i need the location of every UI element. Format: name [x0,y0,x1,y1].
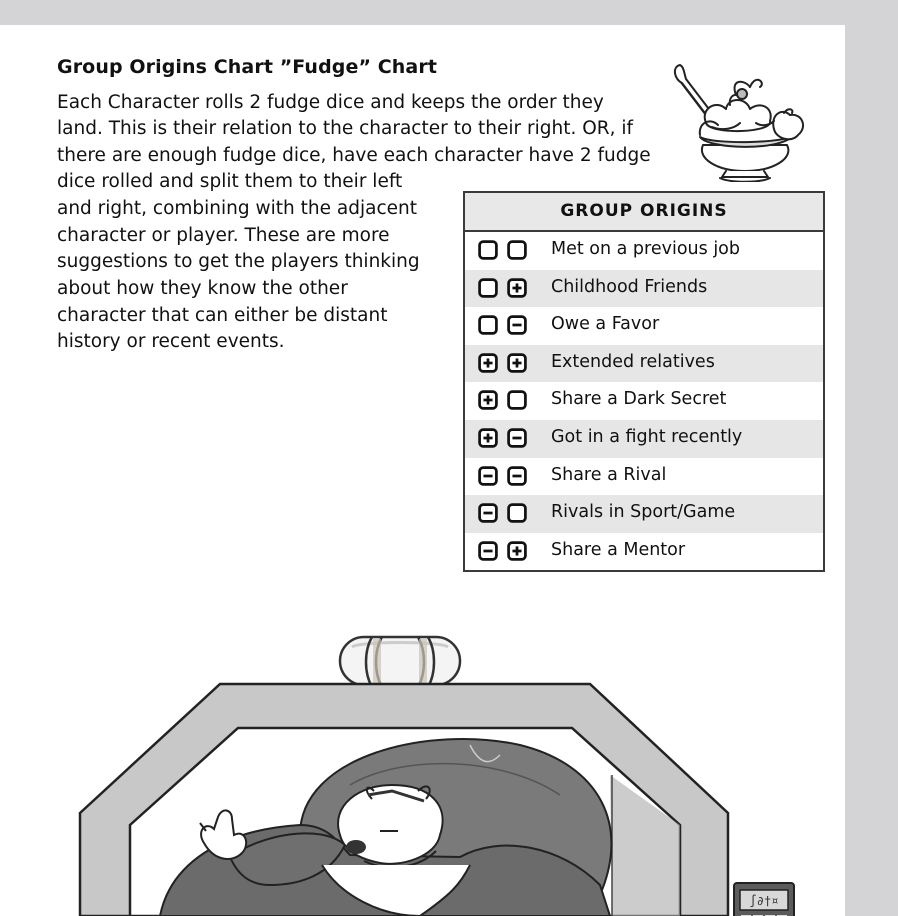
page [0,25,845,916]
fudge-dice-pair [478,315,534,337]
fudge-dice-pair [478,390,534,412]
fudge-die-plus-icon [507,353,527,373]
fudge-die-plus-icon [478,390,498,410]
fudge-die-minus-icon [478,503,498,523]
fudge-die-blank-icon [507,390,527,410]
fudge-die-minus-icon [507,315,527,335]
table-row [465,458,823,496]
row-label: Share a Mentor [551,539,686,560]
table-body [465,232,823,570]
illustration-character-on-throne [0,595,845,916]
fudge-die-blank-icon [507,503,527,523]
paragraph-line: character that can either be distant [57,305,388,326]
row-label: Share a Rival [551,464,667,485]
fudge-die-blank-icon [478,278,498,298]
fudge-die-minus-icon [507,428,527,448]
table-row [465,420,823,458]
table-row [465,270,823,308]
row-label: Share a Dark Secret [551,389,727,410]
calculator-icon [734,883,794,916]
paragraph-line: character or player. These are more [57,225,390,246]
table-row [465,533,823,571]
fudge-dice-pair [478,428,534,450]
table-header: GROUP ORIGINS [465,193,823,232]
group-origins-table [463,191,825,572]
paragraph-line: Each Character rolls 2 fudge dice and keeps the order they [57,92,604,113]
row-label: Childhood Friends [551,276,708,297]
paragraph-line: land. This is their relation to the character to their right. OR, if [57,118,634,139]
fudge-die-plus-icon [507,541,527,561]
banana-split-icon [670,57,820,182]
fudge-die-minus-icon [478,466,498,486]
fudge-die-plus-icon [478,353,498,373]
table-row [465,345,823,383]
fudge-die-blank-icon [507,240,527,260]
fudge-dice-pair [478,240,534,262]
fudge-dice-pair [478,503,534,525]
paragraph-line: dice rolled and split them to their left [57,171,403,192]
fudge-die-blank-icon [478,315,498,335]
row-label: Got in a fight recently [551,426,743,447]
row-label: Extended relatives [551,351,715,372]
table-row [465,232,823,270]
table-row [465,495,823,533]
paragraph-line: suggestions to get the players thinking [57,251,420,272]
page-title: Group Origins Chart ”Fudge” Chart [57,56,437,78]
fudge-die-plus-icon [507,278,527,298]
paragraph-line: and right, combining with the adjacent [57,198,417,219]
table-row [465,307,823,345]
calculator-display: ∫∂†¤ [749,894,779,908]
row-label: Met on a previous job [551,239,740,259]
paragraph-line: about how they know the other [57,278,348,299]
paragraph-line: there are enough fudge dice, have each character have 2 fudge [57,145,651,166]
fudge-die-minus-icon [507,466,527,486]
fudge-dice-pair [478,466,534,488]
fudge-dice-pair [478,353,534,375]
capsule-icon [340,637,460,687]
fudge-die-minus-icon [478,541,498,561]
paragraph-line: history or recent events. [57,331,285,352]
fudge-dice-pair [478,278,534,300]
row-label: Owe a Favor [551,314,660,335]
row-label: Rivals in Sport/Game [551,502,736,523]
table-row [465,382,823,420]
fudge-die-plus-icon [478,428,498,448]
fudge-dice-pair [478,541,534,563]
fudge-die-blank-icon [478,240,498,260]
